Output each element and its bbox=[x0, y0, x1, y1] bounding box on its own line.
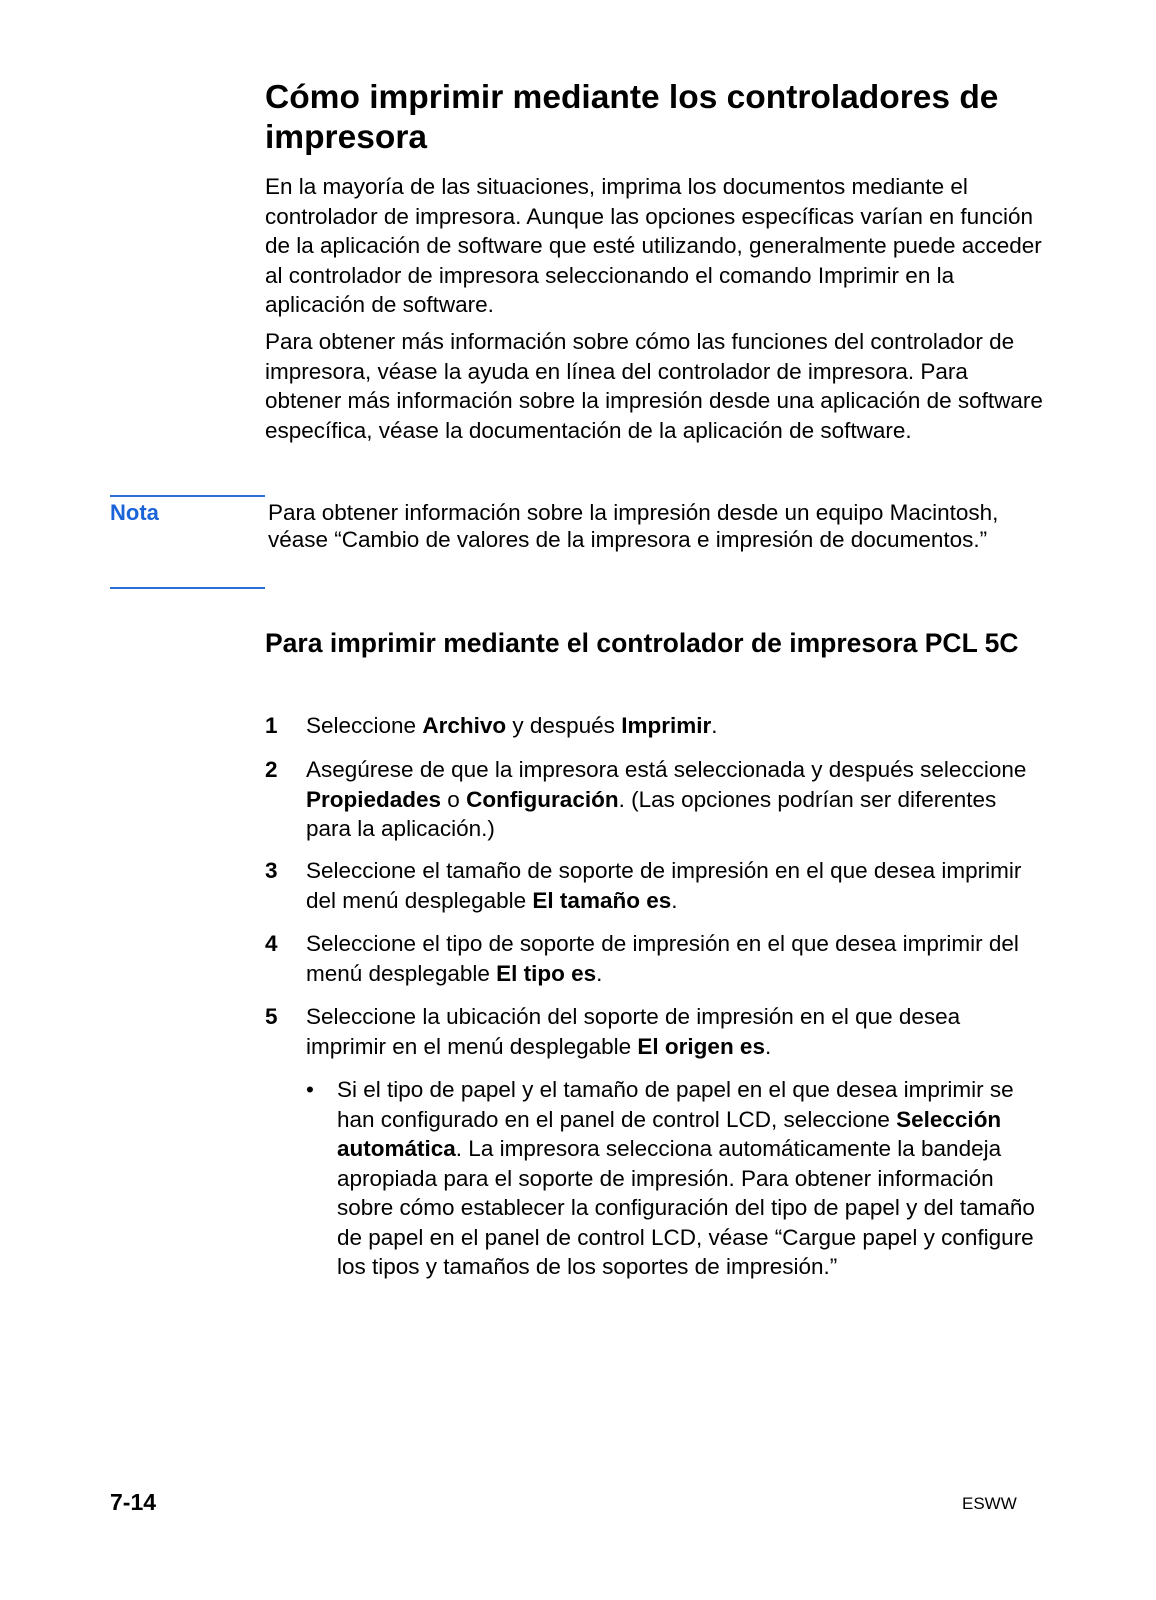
footer-code: ESWW bbox=[962, 1494, 1017, 1513]
info-paragraph: Para obtener más información sobre cómo las funciones del controlador de impresora, véase la ayuda en línea del controlador de impresora. Para obtener más información sobre la impresión desde una aplicación de software específica, véase la documentación de la aplicación de software. bbox=[265, 329, 1043, 443]
intro-paragraph: En la mayoría de las situaciones, imprima los documentos mediante el controlador de impresora. Aunque las opciones específicas varían en función de la aplicación de software que esté utilizando, generalmente puede acceder al controlador de impresora seleccionando el comando Imprimir en la aplicación de software. bbox=[265, 174, 1042, 317]
note-label: Nota bbox=[110, 500, 159, 525]
step-text: Asegúrese de que la impresora está seleccionada y después seleccione Propiedades o Configuración. (Las opciones podrían ser diferentes para la aplicación.) bbox=[306, 757, 1027, 841]
step-number: 3 bbox=[265, 858, 278, 883]
step-text: Seleccione la ubicación del soporte de impresión en el que desea imprimir en el menú desplegable El origen es. bbox=[306, 1004, 961, 1059]
note-top-rule bbox=[110, 495, 265, 497]
bullet-text: Si el tipo de papel y el tamaño de papel en el que desea imprimir se han configurado en el panel de control LCD, seleccione Selección automática. La impresora selecciona automáticamente la bandeja apropiada para el soporte de impresión. Para obtener información sobre cómo establecer la configuración del tipo de papel y del tamaño de papel en el panel de control LCD, véase “Cargue papel y configure los tipos y tamaños de los soportes de impresión.” bbox=[337, 1077, 1035, 1279]
step-text: Seleccione Archivo y después Imprimir. bbox=[306, 713, 718, 738]
page-number: 7-14 bbox=[110, 1489, 157, 1515]
page-title: Cómo imprimir mediante los controladores de impresora bbox=[265, 79, 999, 156]
step-number: 2 bbox=[265, 757, 278, 782]
step-number: 4 bbox=[265, 931, 278, 956]
section-heading: Para imprimir mediante el controlador de impresora PCL 5C bbox=[265, 628, 1019, 658]
note-bottom-rule bbox=[110, 587, 265, 589]
note-text: Para obtener información sobre la impresión desde un equipo Macintosh, véase “Cambio de valores de la impresora e impresión de documentos.” bbox=[268, 500, 999, 552]
bullet-mark: • bbox=[306, 1077, 314, 1102]
step-text: Seleccione el tipo de soporte de impresión en el que desea imprimir del menú desplegable El tipo es. bbox=[306, 931, 1019, 986]
step-text: Seleccione el tamaño de soporte de impresión en el que desea imprimir del menú desplegable El tamaño es. bbox=[306, 858, 1022, 913]
step-number: 5 bbox=[265, 1004, 278, 1029]
step-number: 1 bbox=[265, 713, 278, 738]
